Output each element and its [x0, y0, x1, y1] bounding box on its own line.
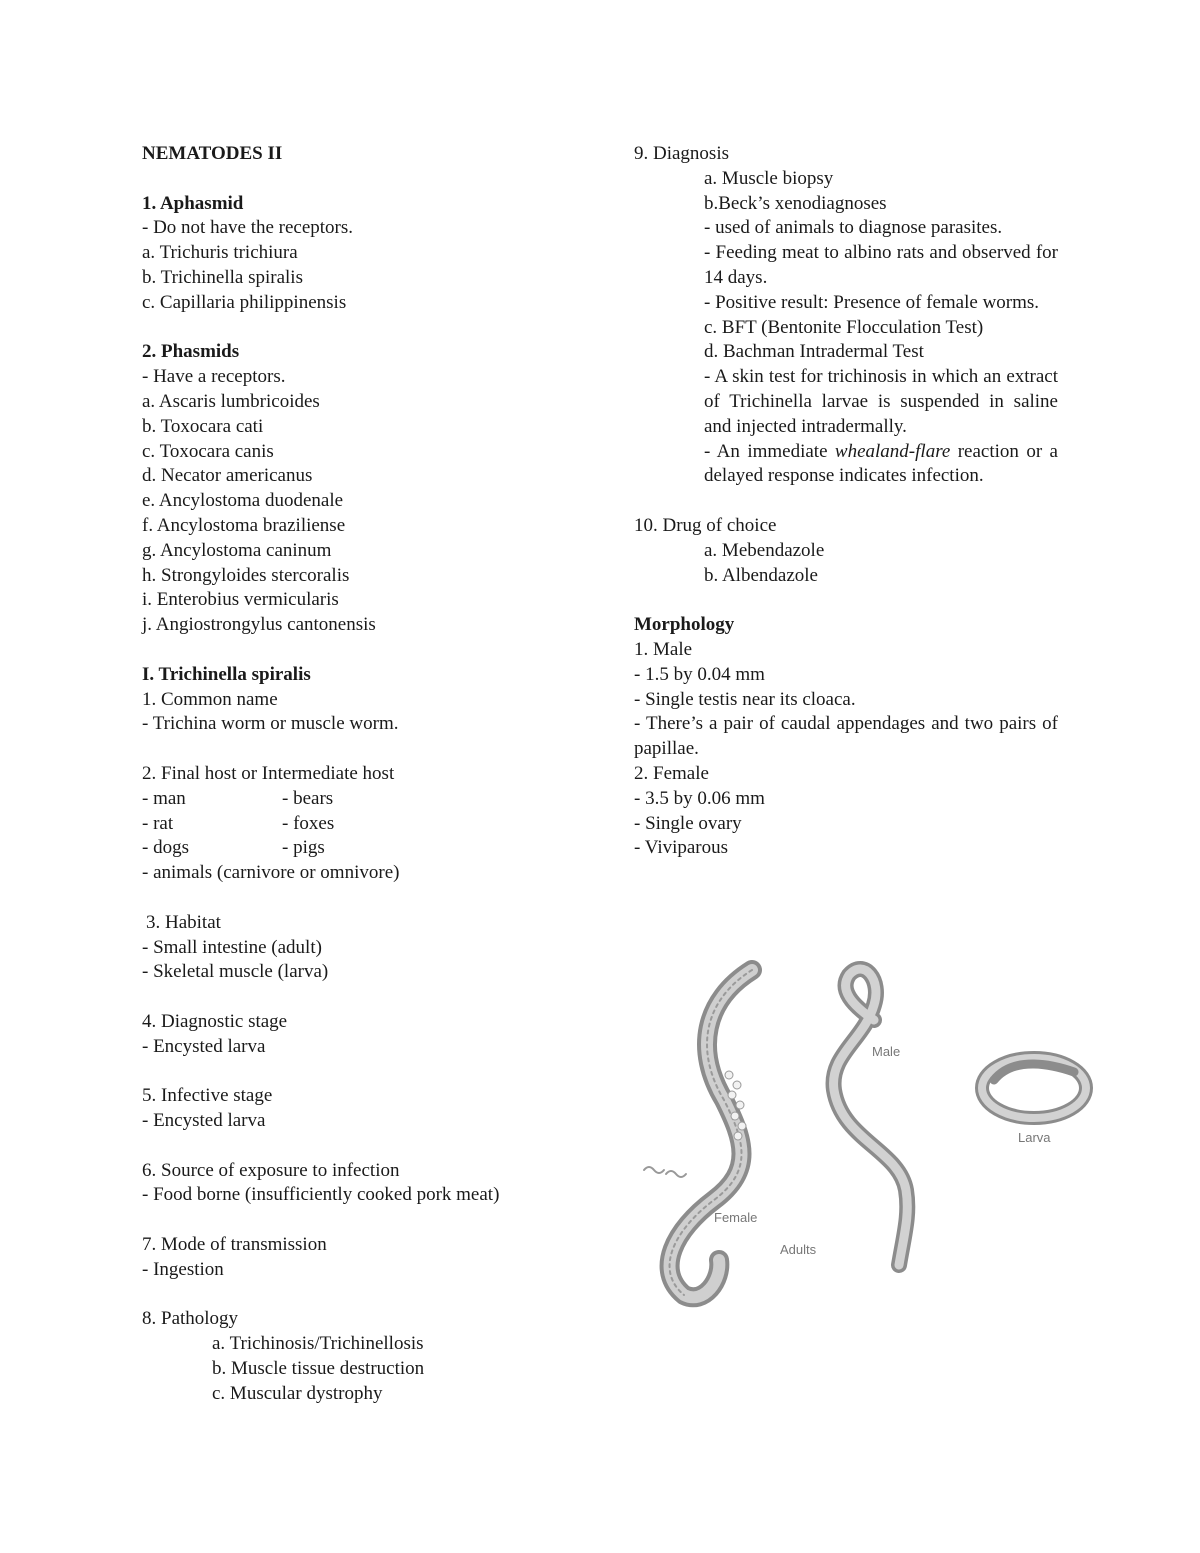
hosts-row — [142, 836, 562, 861]
host-item: - pigs — [282, 837, 325, 859]
mode-label: 7. Mode of transmission — [142, 1234, 327, 1256]
habitat-line: - Skeletal muscle (larva) — [142, 961, 329, 983]
male-label: 1. Male — [634, 638, 693, 660]
list-item: j. Angiostrongylus cantonensis — [142, 614, 376, 636]
list-item: c. Capillaria philippinensis — [142, 291, 347, 313]
trichinella-heading: I. Trichinella spiralis — [142, 663, 311, 685]
diagnosis-note: - A skin test for trichinosis in which an extract of Trichinella larvae is suspended in saline and injected intradermally. — [704, 366, 1058, 437]
figure-label-adults: Adults — [780, 1242, 817, 1257]
female-detail: - Single ovary — [634, 812, 742, 834]
hosts-row — [142, 787, 562, 812]
list-item: d. Necator americanus — [142, 465, 313, 487]
newborn-larva-icon — [644, 1167, 664, 1173]
diagnostic-stage-value: - Encysted larva — [142, 1035, 266, 1057]
phasmids-note: - Have a receptors. — [142, 366, 286, 388]
female-detail: - 3.5 by 0.06 mm — [634, 787, 765, 809]
diagnosis-note: - Positive result: Presence of female worms. — [704, 291, 1040, 313]
list-item: e. Ancylostoma duodenale — [142, 490, 344, 512]
source-label: 6. Source of exposure to infection — [142, 1159, 400, 1181]
male-detail: - There’s a pair of caudal appendages and two pairs of papillae. — [634, 713, 1058, 760]
female-label: 2. Female — [634, 762, 709, 784]
figure-label-larva: Larva — [1018, 1130, 1051, 1145]
diagnosis-item: c. BFT (Bentonite Flocculation Test) — [704, 316, 984, 338]
pathology-item: a. Trichinosis/Trichinellosis — [212, 1333, 424, 1355]
host-item: - rat — [142, 812, 174, 834]
figure-label-female: Female — [714, 1210, 758, 1225]
list-item: i. Enterobius vermicularis — [142, 589, 339, 611]
male-detail: - Single testis near its cloaca. — [634, 688, 856, 710]
diagnosis-item: b.Beck’s xenodiagnoses — [704, 192, 887, 214]
diagnosis-label: 9. Diagnosis — [634, 143, 729, 164]
hosts-label: 2. Final host or Intermediate host — [142, 762, 395, 784]
pathology-label: 8. Pathology — [142, 1308, 239, 1330]
list-item: a. Trichuris trichiura — [142, 242, 298, 264]
infective-stage-value: - Encysted larva — [142, 1110, 266, 1132]
host-item: - bears — [282, 787, 334, 809]
list-item: h. Strongyloides stercoralis — [142, 564, 350, 586]
host-item: - dogs — [142, 837, 189, 859]
note-text: - An immediate — [704, 440, 835, 462]
aphasmid-note: - Do not have the receptors. — [142, 217, 354, 239]
document-title: NEMATODES II — [142, 143, 283, 164]
diagnosis-block — [634, 167, 1058, 489]
drug-label: 10. Drug of choice — [634, 514, 777, 536]
figure-label-male: Male — [872, 1044, 901, 1059]
morphology-heading: Morphology — [634, 614, 735, 636]
phasmids-heading: 2. Phasmids — [142, 341, 240, 363]
infective-stage-label: 5. Infective stage — [142, 1085, 273, 1107]
trichinella-illustration — [634, 960, 1114, 1310]
mode-value: - Ingestion — [142, 1258, 224, 1280]
diagnostic-stage-label: 4. Diagnostic stage — [142, 1010, 288, 1032]
note-emphasis: whealand-flare — [834, 440, 951, 462]
hosts-row — [142, 812, 562, 837]
left-column — [142, 142, 562, 1407]
hosts-extra: - animals (carnivore or omnivore) — [142, 862, 400, 884]
list-item: f. Ancylostoma braziliense — [142, 514, 346, 536]
drug-item: a. Mebendazole — [704, 539, 825, 561]
diagnosis-item: d. Bachman Intradermal Test — [704, 341, 924, 363]
host-item: - man — [142, 787, 186, 809]
female-detail: - Viviparous — [634, 837, 729, 859]
habitat-label: 3. Habitat — [146, 911, 221, 933]
right-column — [634, 142, 1058, 861]
source-value: - Food borne (insufficiently cooked pork meat) — [142, 1184, 500, 1206]
habitat-line: - Small intestine (adult) — [142, 936, 322, 958]
list-item: b. Trichinella spiralis — [142, 266, 303, 288]
diagnosis-note — [704, 440, 1058, 490]
note-text: reaction or a delayed response indicates infection. — [704, 440, 1058, 487]
diagnosis-note: - used of animals to diagnose parasites. — [704, 217, 1003, 239]
diagnosis-item: a. Muscle biopsy — [704, 167, 834, 189]
pathology-item: c. Muscular dystrophy — [212, 1382, 383, 1404]
list-item: b. Toxocara cati — [142, 415, 264, 437]
host-item: - foxes — [282, 812, 335, 834]
aphasmid-heading: 1. Aphasmid — [142, 192, 244, 214]
pathology-item: b. Muscle tissue destruction — [212, 1358, 425, 1380]
diagnosis-note: - Feeding meat to albino rats and observed for 14 days. — [704, 242, 1058, 288]
list-item: c. Toxocara canis — [142, 440, 274, 462]
drug-item: b. Albendazole — [704, 564, 818, 586]
common-name-label: 1. Common name — [142, 688, 278, 710]
common-name-value: - Trichina worm or muscle worm. — [142, 713, 399, 735]
male-detail: - 1.5 by 0.04 mm — [634, 663, 765, 685]
list-item: a. Ascaris lumbricoides — [142, 390, 320, 412]
list-item: g. Ancylostoma caninum — [142, 539, 332, 561]
